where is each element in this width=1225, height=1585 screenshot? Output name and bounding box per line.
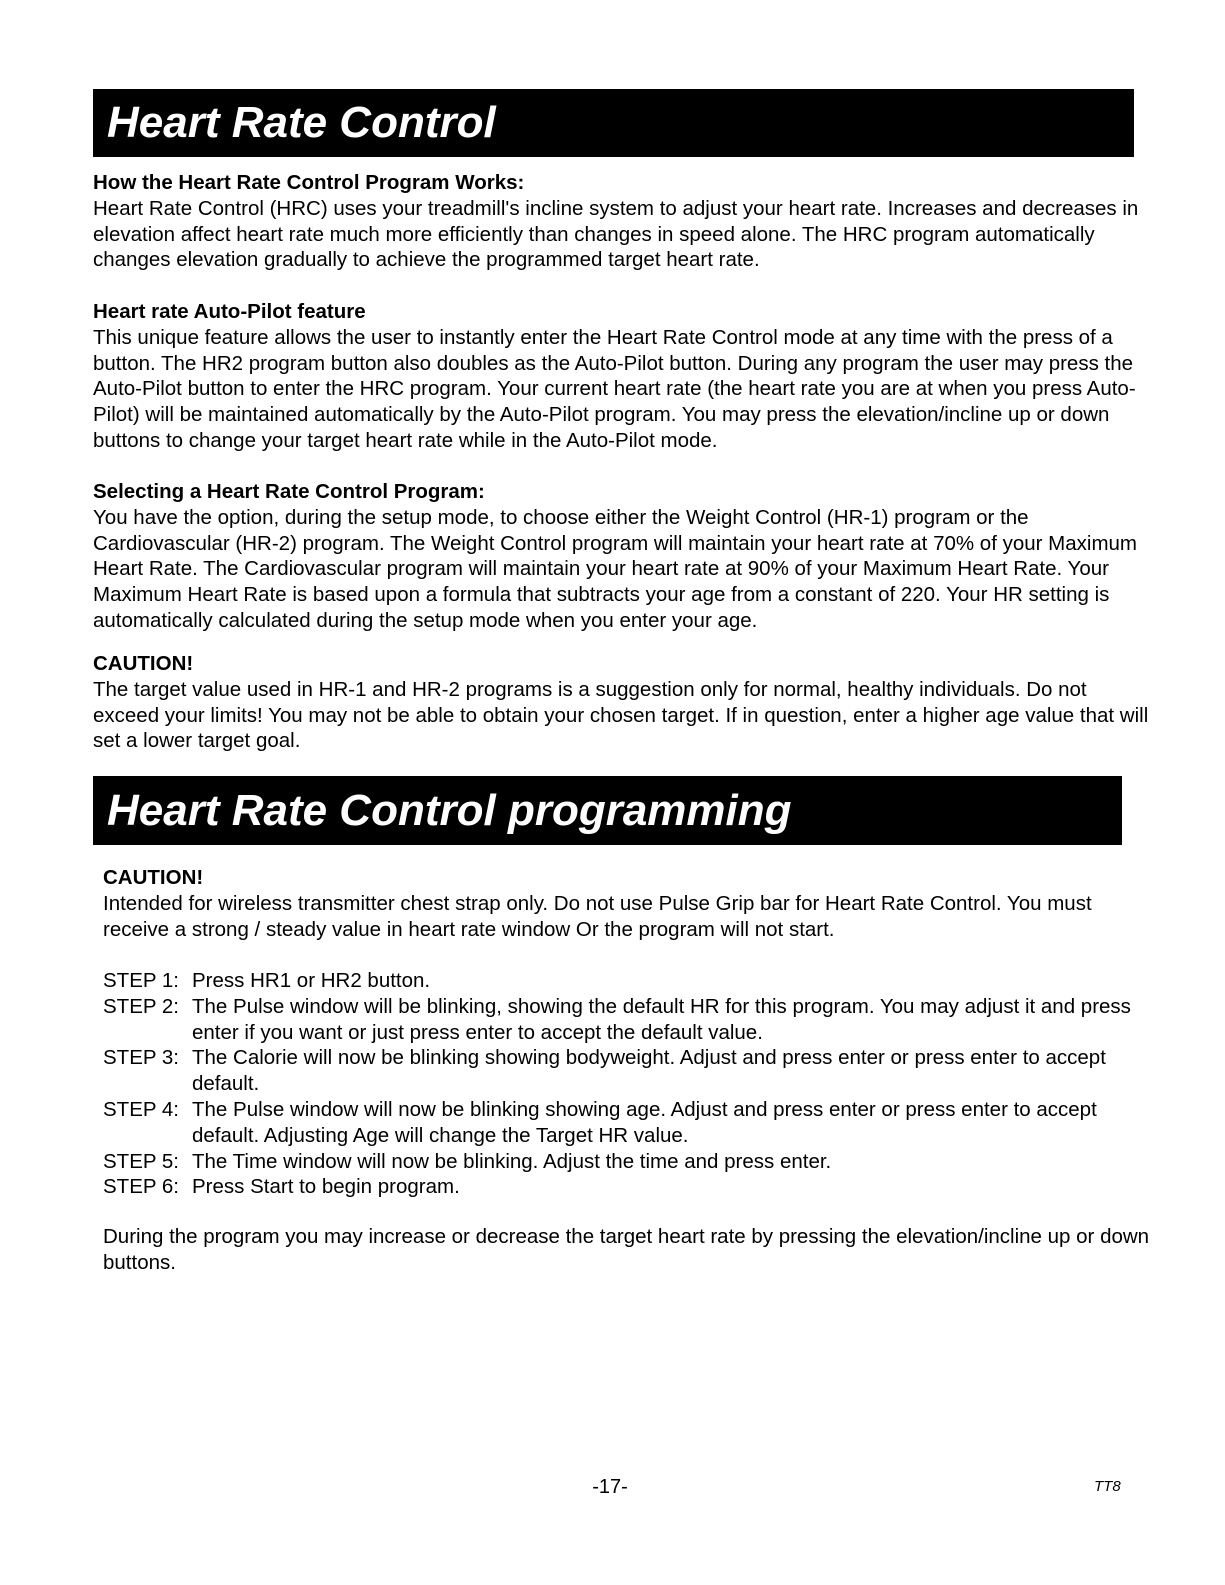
step-label: STEP 3: (103, 1046, 179, 1070)
step-label: STEP 1: (103, 969, 179, 992)
section-selecting-program (93, 479, 1153, 634)
section-heading: How the Heart Rate Control Program Works: (93, 171, 525, 194)
section-heading: CAUTION! (103, 866, 204, 889)
step-item (103, 968, 1153, 994)
step-text: Press HR1 or HR2 button. (192, 969, 431, 992)
closing-text: During the program you may increase or decrease the target heart rate by pressing the elevation/incline up or down buttons. (103, 1225, 1150, 1274)
step-label: STEP 2: (103, 994, 179, 1018)
section-auto-pilot (93, 299, 1153, 454)
section-heading: Selecting a Heart Rate Control Program: (93, 480, 485, 503)
banner-title: Heart Rate Control (107, 98, 496, 147)
section-heading: CAUTION! (93, 652, 194, 675)
section-text: Intended for wireless transmitter chest strap only. Do not use Pulse Grip bar for Heart Rate Control. You must receive a strong / steady value in heart rate window Or the program will not start. (103, 891, 1092, 941)
closing-paragraph (103, 1224, 1153, 1276)
step-text: The Pulse window will be blinking, showing the default HR for this program. You may adjust it and press enter if you want or just press enter to accept the default value. (192, 994, 1131, 1044)
step-item (103, 1174, 1153, 1200)
section-text: The target value used in HR-1 and HR-2 programs is a suggestion only for normal, healthy individuals. Do not exceed your limits! You may not be able to obtain your chosen target. If in question, enter a higher age value that will set a lower target goal. (93, 677, 1149, 753)
step-item (103, 1149, 1153, 1175)
step-text: The Time window will now be blinking. Adjust the time and press enter. (192, 1149, 832, 1173)
steps-list (103, 968, 1153, 1200)
step-text: The Calorie will now be blinking showing bodyweight. Adjust and press enter or press enter to accept default. (192, 1046, 1106, 1096)
section-how-it-works (93, 170, 1153, 273)
section-caution-chest-strap (103, 865, 1153, 942)
banner-title: Heart Rate Control programming (107, 786, 792, 835)
step-item (103, 994, 1153, 1046)
section-text: Heart Rate Control (HRC) uses your treadmill's incline system to adjust your heart rate. Increases and decreases in elevation affect heart rate much more efficiently than changes in speed alone. The HRC program automatically changes elevation gradually to achieve the programmed target heart rate. (93, 196, 1139, 272)
step-item (103, 1097, 1153, 1149)
section-caution (93, 651, 1153, 754)
section-text: This unique feature allows the user to instantly enter the Heart Rate Control mode at any time with the press of a button. The HR2 program button also doubles as the Auto-Pilot button. During any program the user may press the Auto-Pilot button to enter the HRC program. Your current heart rate (the heart rate you are at when you press Auto-Pilot) will be maintained automatically by the Auto-Pilot program. You may press the elevation/incline up or down buttons to change your target heart rate while in the Auto-Pilot mode. (93, 325, 1136, 452)
page-number: -17- (592, 1476, 628, 1498)
step-item (103, 1045, 1153, 1097)
section-banner-hrc-programming (93, 776, 1122, 845)
section-text: You have the option, during the setup mode, to choose either the Weight Control (HR-1) program or the Cardiovascular (HR-2) program. The Weight Control program will maintain your heart rate at 70% of your Maximum Heart Rate. The Cardiovascular program will maintain your heart rate at 90% of your Maximum Heart Rate. Your Maximum Heart Rate is based upon a formula that subtracts your age from a constant of 220. Your HR setting is automatically calculated during the setup mode when you enter your age. (93, 505, 1137, 632)
step-label: STEP 6: (103, 1175, 179, 1199)
section-heading: Heart rate Auto-Pilot feature (93, 300, 366, 323)
step-label: STEP 5: (103, 1149, 179, 1173)
step-text: Press Start to begin program. (192, 1175, 460, 1199)
step-label: STEP 4: (103, 1097, 179, 1121)
step-text: The Pulse window will now be blinking showing age. Adjust and press enter or press enter to accept default. Adjusting Age will change the Target HR value. (192, 1097, 1097, 1147)
section-banner-heart-rate-control (93, 89, 1134, 157)
document-code: TT8 (1094, 1478, 1121, 1495)
